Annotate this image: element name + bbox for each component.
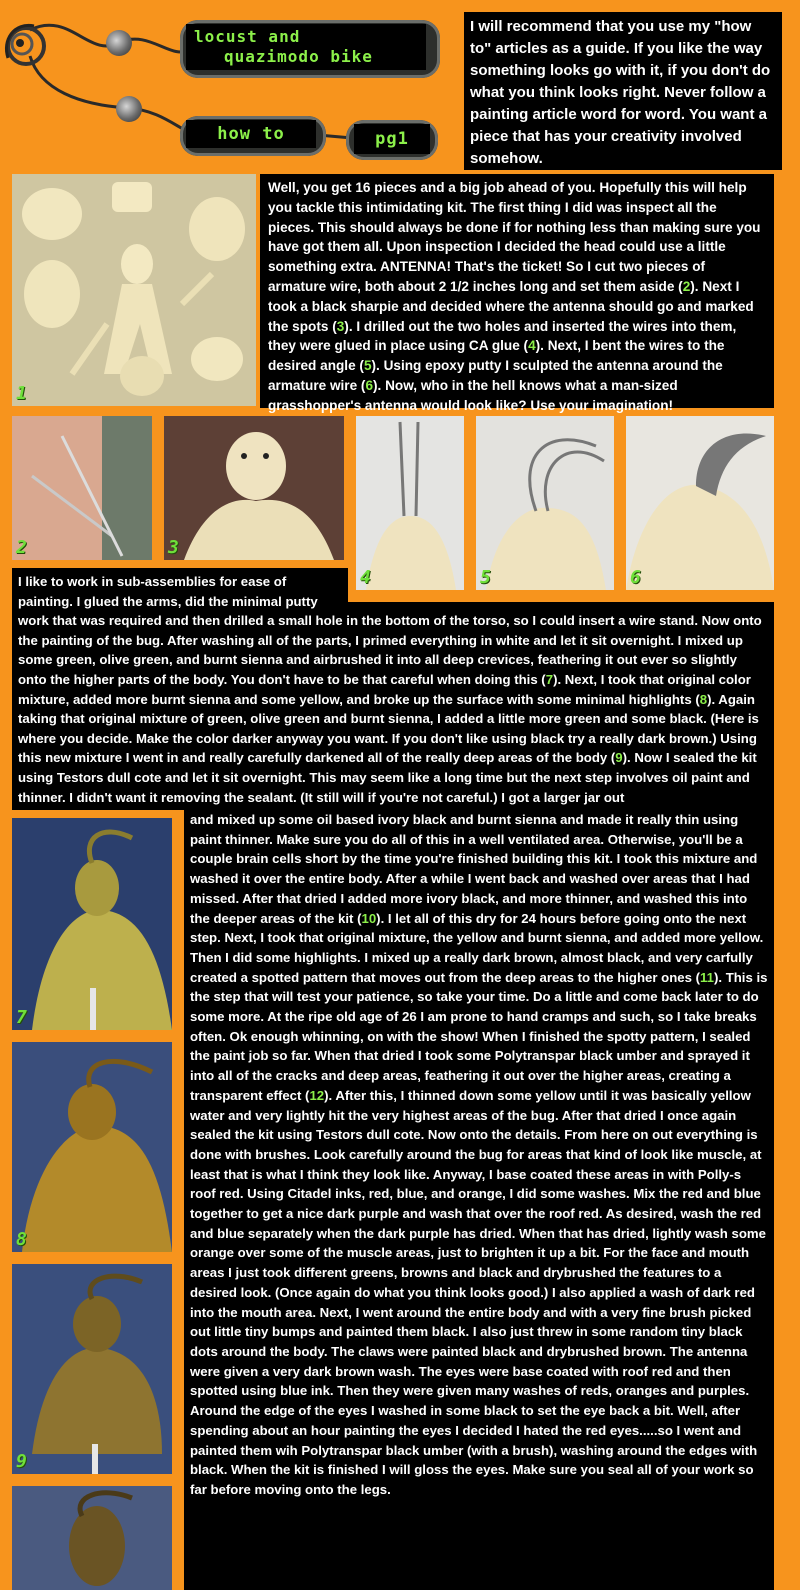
section-2-paragraph xyxy=(12,568,774,807)
sculpted-antenna-illustration xyxy=(626,416,774,590)
section-1-text-block xyxy=(260,174,774,413)
kit-pieces-illustration xyxy=(12,174,256,406)
photo-2-armature-wire xyxy=(12,416,152,560)
green-basecoat-illustration xyxy=(12,818,172,1030)
photo-8-highlights xyxy=(12,1042,172,1252)
section-3-paragraph xyxy=(190,810,768,1500)
photo-9-dark-areas xyxy=(12,1264,172,1474)
section-2-text-a: I like to work in sub-assemblies for ease of painting. I glued the arms, did the minimal putty work that was required and then drilled a small hole in the bottom of the torso, so I could insert a wire stand. Now onto the painting of the bug. After washing all of the parts, I primed everything in white and let it sit overnight. I mixed up some green, olive green, and burnt sienna and airbrushed it into all deep crevices, feathering it out ever so slightly onto the higher parts of the body. You don't have to be that careful when doing this ( xyxy=(18,574,762,687)
ref-photo-11: 11 xyxy=(700,969,714,985)
ref-photo-6: 6 xyxy=(365,377,374,393)
photo-number-1: 1 xyxy=(16,383,27,404)
photo-number-5: 5 xyxy=(480,567,491,588)
photo-number-4: 4 xyxy=(360,567,371,588)
section-1-text-e: ). Using epoxy putty I sculpted the antenna around the armature wire ( xyxy=(268,358,723,393)
section-1-text-f: ). Now, who in the hell knows what a man-sized grasshopper's antenna would look like? Use your imagination! xyxy=(268,377,678,413)
section-3-text-c: ). This is the step that will test your patience, so take your time. Do a little and come back later to do some more. At the ripe old age of 26 I am prone to hand cramps and such, so I take breaks often. Ok enough whinning, on with the show! When I finished the spotty pattern, I sealed the paint job so far. When that dried I took some Polytranspar black umber and sprayed it into all of the cracks and deep areas, feathering it out over the higher areas, creating a transparent effect ( xyxy=(190,969,768,1103)
ref-photo-7: 7 xyxy=(545,671,554,687)
photo-7-green-basecoat xyxy=(12,818,172,1030)
section-1-text-b: ). Next I took a black sharpie and decided where the antenna should go and marked the spots ( xyxy=(268,278,754,334)
photo-number-9: 9 xyxy=(16,1451,27,1472)
marked-head-illustration xyxy=(164,416,344,560)
section-3-text-block xyxy=(184,808,774,1590)
section-2-text-d: ). Now I sealed the kit using Testors dull cote and let it sit overnight. This may seem like a long time but the next step involves oil paint and thinner. I didn't want it removing the sealant. (It still will if you're not careful.) I got a larger jar out xyxy=(18,750,757,805)
section-3-text-d: ). After this, I thinned down some yellow until it was basically yellow water and very lightly hit the very highest areas of the bug. After that dried I once again sealed the kit using Testors dull cote. Now onto the details. From here on out everything is done with brushes. Look carefully around the bug for areas that kind of look like muscle, at least that is what I think they look like. Anyway, I base coated these areas in with Polly-s roof red. Using Citadel inks, red, blue, and orange, I did some washes. Mix the red and blue together to get a nice dark purple and wash that over the roof red. As desired, wash the red and blue separately when the dark purple has dried. When that has dried, lightly wash some orange over some of the muscle areas, just to brighten it up a bit. For the face and mouth areas I just took different greens, browns and black and drybrushed the features to a desired look. (Once again do what you think looks good.) I also applied a wash of dark red into the mouth area. Next, I went around the entire body and with a very fine brush picked out little tiny bumps and painted them black. I also just threw in some random tiny black dots around the body. The claws were painted black and drybrushed brown. The antenna were given a very dark brown wash. The eyes were base coated with roof red and then spotted using blue ink. Then they were given many washes of reds, oranges and purples. Around the edge of the eyes I washed in some black to set the eye back a bit. Well, after spending about an hour painting the eyes I decided I hated the red eyes.....so I went and painted them wih Polytranspar black umber (with a brush), washing around the edges with black. When the kit is finished I will gloss the eyes. Make sure you seal all of your work so far before moving onto the legs. xyxy=(190,1087,766,1497)
how-to-label: how to xyxy=(186,120,316,148)
intro-paragraph: I will recommend that you use my "how to" articles as a guide. If you like the way something looks go with it, if you don't do what you think looks right. Never follow a painting article word for word. You want a piece that has your creativity involved somehow. xyxy=(470,18,771,167)
highlights-illustration xyxy=(12,1042,172,1252)
photo-3-marked-head xyxy=(164,416,344,560)
photo-5-wires-bent xyxy=(476,416,614,590)
photo-1-kit-pieces xyxy=(12,174,256,406)
ref-photo-2: 2 xyxy=(682,278,691,294)
section-2-text-c: ). Again taking that original mixture of green, olive green and burnt sienna, I added a little more green and some black. (Here is where you decide. Make the color darker anyway you want. If you don't like using black try a really dark brown.) Using this new mixture I went in and really carefully darkened all of the really deep areas of the body ( xyxy=(18,691,759,766)
ref-photo-12: 12 xyxy=(309,1087,325,1103)
hand-wire-illustration xyxy=(12,416,152,560)
section-1-text-d: ). Next, I bent the wires to the desired angle ( xyxy=(268,338,725,374)
photo-6-sculpted-antenna xyxy=(626,416,774,590)
photo-number-7: 7 xyxy=(16,1007,27,1028)
photo-number-6: 6 xyxy=(630,567,641,588)
washed-body-illustration xyxy=(12,1486,172,1590)
wires-bent-illustration xyxy=(476,416,614,590)
wires-inserted-illustration xyxy=(356,416,464,590)
ref-photo-3: 3 xyxy=(336,318,345,334)
section-2-float-spacer xyxy=(344,568,774,602)
ref-photo-5: 5 xyxy=(363,358,372,374)
ref-photo-9: 9 xyxy=(615,750,623,766)
section-1-paragraph xyxy=(268,178,766,416)
section-3-text-a: and mixed up some oil based ivory black and burnt sienna and made it really thin using paint thinner. Make sure you do all of this in a well ventilated area. Otherwise, you'll be a couple brain cells short by the time you're finished building this kit. I took this mixture and washed it over the entire body. After a while I went back and washed over areas that I had missed. After that dried I added more ivory black, and more thinner, and washed this into the deeper areas of the kit ( xyxy=(190,812,758,926)
header-knob-2 xyxy=(116,96,142,122)
photo-number-8: 8 xyxy=(16,1229,27,1250)
photo-10-partial xyxy=(12,1486,172,1590)
ref-photo-4: 4 xyxy=(528,338,536,354)
section-3-text-b: ). I let all of this dry for 24 hours before going onto the next step. Next, I took that original mixture, the yellow and burnt sienna, and added more yellow. Then I did some highlights. I mixed up a really dark brown, almost black, and very carfully created a spotted pattern that moves out from the deep areas to the higher ones ( xyxy=(190,910,764,985)
section-1-text-c: ). I drilled out the two holes and inserted the wires into them, they were glued in place using CA glue ( xyxy=(268,318,737,354)
section-1-text-a: Well, you get 16 pieces and a big job ahead of you. Hopefully this will help you tackle this intimidating kit. The first thing I did was inspect all the pieces. This should always be done if for nothing less than making sure you have got them all. Upon inspection I decided the head could use a little something extra. ANTENNA! That's the ticket! So I cut two pieces of armature wire, both about 2 1/2 inches long and set them aside ( xyxy=(268,180,761,294)
page-title xyxy=(186,24,426,70)
header-knob-1 xyxy=(106,30,132,56)
photo-number-3: 3 xyxy=(168,537,179,558)
page-title-line-2: quazimodo bike xyxy=(224,47,373,66)
section-2-text-wrap xyxy=(12,568,774,812)
section-2-text-b: ). Next, I took that original color mixture, added more burnt sienna and some yellow, and broke up the surface with some minimal highlights ( xyxy=(18,671,751,707)
ref-photo-10: 10 xyxy=(361,910,377,926)
page-number-label: pg1 xyxy=(354,124,430,154)
ref-photo-8: 8 xyxy=(699,691,708,707)
photo-4-wires-inserted xyxy=(356,416,464,590)
intro-text-block xyxy=(464,12,782,170)
page-title-line-1: locust and xyxy=(194,27,301,46)
dark-areas-illustration xyxy=(12,1264,172,1474)
photo-number-2: 2 xyxy=(16,537,27,558)
